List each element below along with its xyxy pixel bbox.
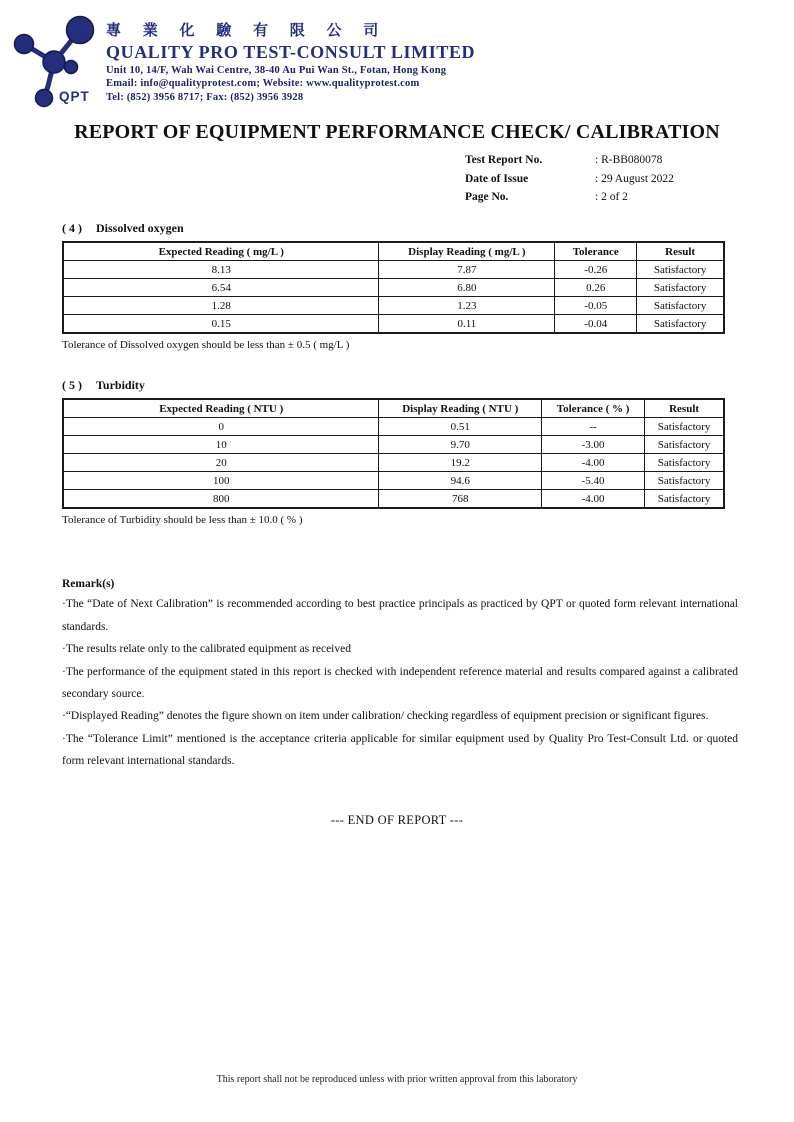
table-row: [63, 472, 724, 490]
remarks-list: [62, 593, 738, 772]
table-cell: 768: [379, 490, 542, 509]
table-row: [63, 490, 724, 509]
footer-disclaimer: This report shall not be reproduced unless with prior written approval from this laboratory: [216, 1074, 578, 1085]
table-cell: 6.80: [379, 279, 555, 297]
company-name-chinese: 專 業 化 驗 有 限 公 司: [106, 23, 388, 39]
company-address: Unit 10, 14/F, Wah Wai Centre, 38-40 Au Pui Wan St., Fotan, Hong Kong: [106, 64, 447, 76]
section-title: Turbidity: [96, 378, 145, 393]
report-number-value: : R-BB080078: [595, 154, 663, 167]
qpt-molecule-logo-icon: [8, 8, 104, 108]
letterhead: [0, 0, 794, 105]
table-cell: Satisfactory: [637, 279, 724, 297]
table-cell: Satisfactory: [645, 490, 724, 509]
dissolved-oxygen-table: [62, 241, 725, 334]
column-header: Expected Reading ( NTU ): [63, 399, 379, 418]
report-info-row: [465, 170, 794, 188]
section-heading: [62, 378, 725, 393]
section-number: ( 5 ): [62, 378, 82, 393]
table-cell: 0.15: [63, 315, 379, 334]
table-cell: 9.70: [379, 436, 542, 454]
table-cell: Satisfactory: [645, 418, 724, 436]
table-row: [63, 436, 724, 454]
table-row: [63, 279, 724, 297]
table-cell: -0.04: [555, 315, 637, 334]
column-header: Tolerance: [555, 242, 637, 261]
table-cell: 0: [63, 418, 379, 436]
report-number-label: Test Report No.: [465, 154, 543, 167]
company-name-english: QUALITY PRO TEST-CONSULT LIMITED: [106, 42, 476, 62]
table-cell: -4.00: [542, 490, 645, 509]
table-cell: Satisfactory: [637, 261, 724, 279]
end-of-report-marker: --- END OF REPORT ---: [330, 812, 464, 827]
section-turbidity: [62, 378, 725, 526]
table-cell: --: [542, 418, 645, 436]
table-body: [63, 261, 724, 334]
table-header-row: [63, 399, 724, 418]
table-cell: 8.13: [63, 261, 379, 279]
table-cell: -0.26: [555, 261, 637, 279]
table-cell: 7.87: [379, 261, 555, 279]
column-header: Result: [645, 399, 724, 418]
table-row: [63, 315, 724, 334]
table-cell: 100: [63, 472, 379, 490]
column-header: Display Reading ( NTU ): [379, 399, 542, 418]
report-info-row: [465, 188, 794, 206]
company-phone: Tel: (852) 3956 8717; Fax: (852) 3956 3928: [106, 92, 304, 104]
section-title: Dissolved oxygen: [96, 221, 184, 236]
table-cell: 6.54: [63, 279, 379, 297]
table-cell: 20: [63, 454, 379, 472]
table-cell: -5.40: [542, 472, 645, 490]
remark-item: ·The “Tolerance Limit” mentioned is the acceptance criteria applicable for similar equipment used by Quality Pro Test-Consult Ltd. or quoted form relevant international standards.: [62, 732, 738, 768]
table-cell: 10: [63, 436, 379, 454]
tolerance-footnote: Tolerance of Turbidity should be less than ± 10.0 ( % ): [62, 514, 303, 527]
table-row: [63, 454, 724, 472]
remark-item: ·The “Date of Next Calibration” is recommended according to best practice principals as practiced by QPT or quoted form relevant international standards.: [62, 598, 738, 633]
table-cell: -3.00: [542, 436, 645, 454]
table-cell: 0.26: [555, 279, 637, 297]
table-cell: Satisfactory: [645, 472, 724, 490]
page-number-value: : 2 of 2: [595, 190, 628, 203]
section-dissolved-oxygen: [62, 221, 725, 351]
table-cell: -0.05: [555, 297, 637, 315]
remarks-section: [62, 578, 738, 772]
turbidity-table: [62, 398, 725, 509]
column-header: Display Reading ( mg/L ): [379, 242, 555, 261]
table-cell: Satisfactory: [645, 436, 724, 454]
table-header-row: [63, 242, 724, 261]
date-of-issue-label: Date of Issue: [465, 172, 529, 185]
table-row: [63, 261, 724, 279]
table-cell: -4.00: [542, 454, 645, 472]
remarks-heading: Remark(s): [62, 578, 115, 591]
page-number-label: Page No.: [465, 190, 509, 203]
table-body: [63, 418, 724, 509]
section-heading: [62, 221, 725, 236]
remark-item: ·The results relate only to the calibrated equipment as received: [62, 643, 351, 656]
section-number: ( 4 ): [62, 221, 82, 236]
table-cell: Satisfactory: [645, 454, 724, 472]
table-cell: Satisfactory: [637, 297, 724, 315]
svg-text:QPT: QPT: [59, 89, 90, 104]
table-cell: 94.6: [379, 472, 542, 490]
table-row: [63, 418, 724, 436]
company-contact: Email: info@qualityprotest.com; Website: www.qualityprotest.com: [106, 78, 420, 90]
report-info-row: [465, 151, 794, 169]
remark-item: ·The performance of the equipment stated in this report is checked with independent reference material and results compared against a calibrated secondary source.: [62, 665, 738, 701]
table-cell: 19.2: [379, 454, 542, 472]
table-cell: 800: [63, 490, 379, 509]
report-title: REPORT OF EQUIPMENT PERFORMANCE CHECK/ CALIBRATION: [74, 121, 720, 144]
report-info-block: [465, 151, 794, 206]
date-of-issue-value: : 29 August 2022: [595, 172, 674, 185]
column-header: Expected Reading ( mg/L ): [63, 242, 379, 261]
column-header: Tolerance ( % ): [542, 399, 645, 418]
table-cell: 1.28: [63, 297, 379, 315]
table-cell: 0.51: [379, 418, 542, 436]
table-cell: 1.23: [379, 297, 555, 315]
table-cell: Satisfactory: [637, 315, 724, 334]
tolerance-footnote: Tolerance of Dissolved oxygen should be less than ± 0.5 ( mg/L ): [62, 339, 350, 352]
table-cell: 0.11: [379, 315, 555, 334]
remark-item: ·“Displayed Reading” denotes the figure shown on item under calibration/ checking regardless of equipment precision or significant figures.: [62, 710, 709, 723]
table-row: [63, 297, 724, 315]
column-header: Result: [637, 242, 724, 261]
